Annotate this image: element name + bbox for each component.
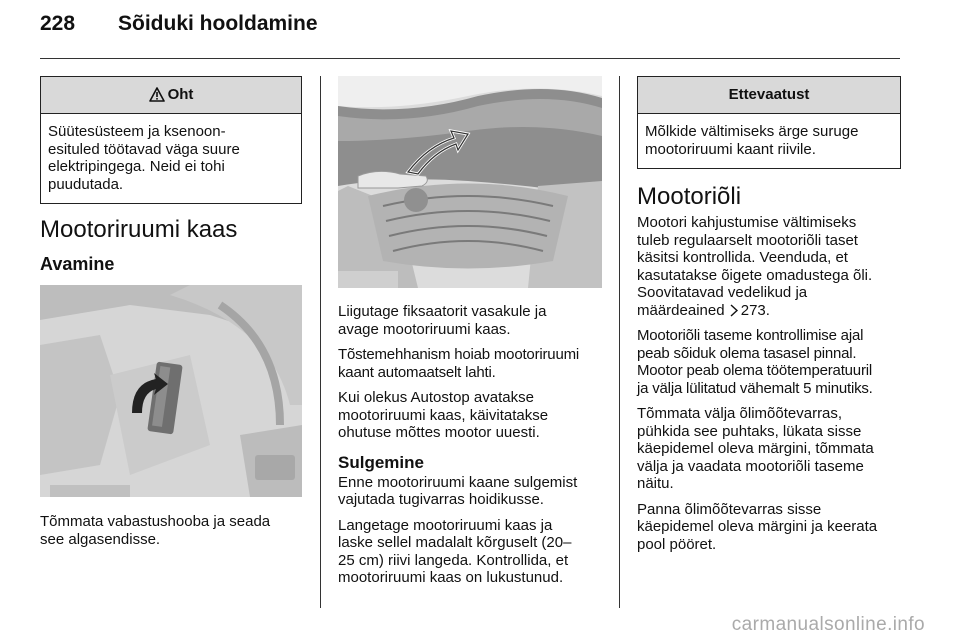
page-number: 228 [40, 12, 76, 35]
paragraph-oil-level-conditions: Mootoriõli taseme kontrollimise ajal peab sõiduk olema tasasel pinnal. Mootor peab olema töötemperatuuril ja välja lülitatud vähemalt 5 minutiks. [637, 327, 873, 397]
column-middle [338, 76, 602, 595]
column-left [40, 76, 302, 556]
subheading-opening: Avamine [40, 254, 115, 274]
column-right [637, 76, 901, 561]
paragraph-open-hood: Liigutage fiksaatorit vasakule ja avage mootoriruumi kaas. [338, 303, 547, 338]
header-rule [40, 58, 900, 59]
caution-text: Mõlkide vältimiseks ärge suruge mootoriruumi kaant riivile. [645, 123, 859, 158]
paragraph-lower-hood: Langetage mootoriruumi kaas ja laske sellel madalalt kõrguselt (20– 25 cm) riivi langeda. Kontrollida, et mootoriruumi kaas on lukustunud. [338, 516, 572, 586]
paragraph-dipstick-check: Tõmmata välja õlimõõtevarras, pühkida see puhtaks, lükata sisse käepidemel oleva märgini, tõmmata välja ja vaadata mootoriõli taseme näitu. [637, 405, 874, 492]
hood-release-lever-illustration [40, 285, 302, 497]
caution-box [637, 76, 901, 169]
paragraph-support-rod: Enne mootoriruumi kaane sulgemist vajutada tugivarras hoidikusse. [338, 473, 578, 508]
warning-triangle-icon [149, 80, 165, 116]
caption-release-lever: Tõmmata vabastushooba ja seada see algasendisse. [40, 513, 271, 548]
column-divider-right [619, 76, 620, 608]
paragraph-oil-check [637, 214, 901, 319]
oil-check-text: Mootori kahjustumise vältimiseks tuleb regulaarselt mootoriõli taset käsitsi kontrollida. Veenduda, et kasutatakse õigete omadustega õli. Soovitatavad vedelikud ja määrdeained [637, 214, 873, 319]
section-heading-engine-oil: Mootoriõli [637, 183, 742, 210]
column-divider-left [320, 76, 321, 608]
subheading-closing: Sulgemine [338, 452, 424, 472]
warning-box-header [41, 77, 301, 114]
paragraph-dipstick-insert: Panna õlimõõtevarras sisse käepidemel oleva märgini ja keerata pool pööret. [637, 500, 878, 553]
watermark: carmanualsonline.info [731, 614, 925, 635]
page-title: Sõiduki hooldamine [118, 12, 318, 35]
paragraph-autostop: Kui olekus Autostop avatakse mootoriruumi kaas, käivitatakse ohutuse mõttes mootor uuesti. [338, 389, 549, 441]
warning-box [40, 76, 302, 204]
hood-latch-illustration [338, 76, 602, 288]
warning-text: Süütesüsteem ja ksenoon- esituled töötavad väga suure elektripingega. Neid ei tohi puudutada. [48, 123, 240, 193]
oil-check-page-ref[interactable]: 273. [740, 301, 770, 319]
page-reference-arrow-icon [729, 302, 739, 320]
section-heading-hood: Mootoriruumi kaas [40, 216, 238, 243]
caution-box-header: Ettevaatust [638, 77, 900, 114]
page-header [40, 12, 318, 36]
warning-title: Oht [167, 86, 194, 103]
paragraph-lift-mechanism: Tõstemehhanism hoiab mootoriruumi kaant automaatselt lahti. [338, 346, 580, 381]
